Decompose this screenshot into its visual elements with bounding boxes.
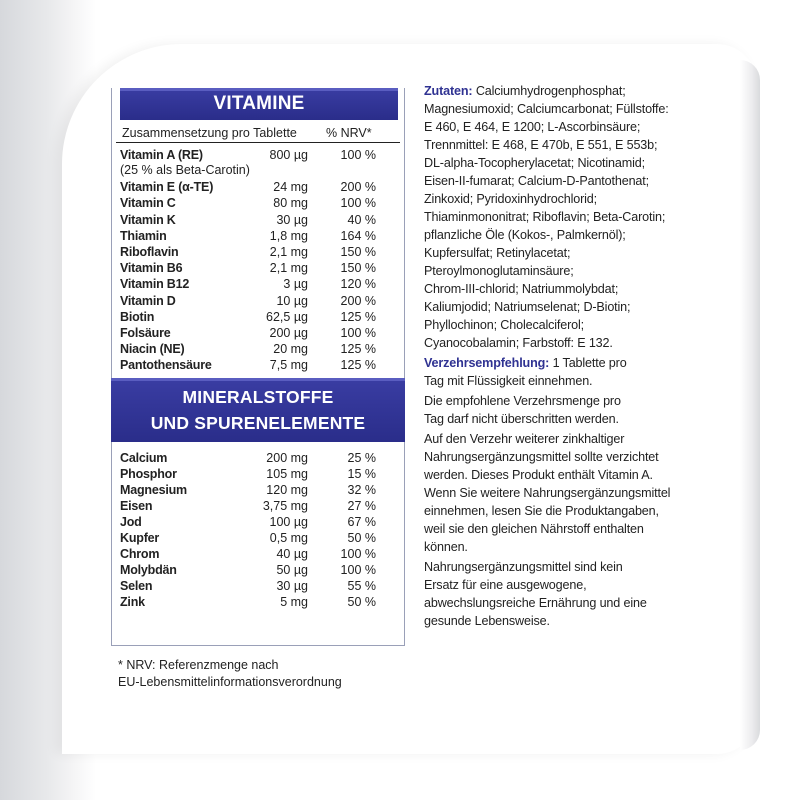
nutrient-nrv: 50 % [347,531,376,546]
nutrient-amount: 80 mg [273,196,308,211]
table-row [120,514,394,530]
nutrient-amount: 62,5 µg [266,309,308,324]
table-row [120,341,394,357]
nutrient-amount: 30 µg [276,212,308,227]
table-row [120,466,394,482]
nutrient-nrv: 200 % [340,180,376,195]
nutrient-nrv: 100 % [340,563,376,578]
nutrient-name: Biotin [120,309,155,324]
nutrient-amount: 3 µg [283,277,308,292]
nutrient-name: Vitamin A (RE) [120,148,203,162]
ingredients-label: Zutaten: [424,84,473,98]
nutrient-amount: 2,1 mg [269,245,308,260]
nutrient-name: Vitamin D [120,293,176,308]
nutrient-amount: 10 µg [276,293,308,308]
ingredients-line: Chrom-III-chlorid; Natriummolybdat; [424,282,619,296]
nutrient-name: Vitamin E (α-TE) [120,180,214,195]
nutrient-amount: 3,75 mg [262,498,308,513]
table-row [120,228,394,244]
nutrient-name: Kupfer [120,531,160,546]
warning-line: Nahrungsergänzungsmittel sind kein [424,560,623,574]
ingredients-line: Kaliumjodid; Natriumselenat; D-Biotin; [424,300,631,314]
warning-line: Tag darf nicht überschritten werden. [424,412,619,426]
ingredients-line: DL-alpha-Tocopherylacetat; Nicotinamid; [424,156,645,170]
table-row [120,562,394,578]
nutrient-nrv: 125 % [340,358,376,373]
vitamins-heading: VITAMINE [120,88,398,120]
warning-line: Nahrungsergänzungsmittel sollte verzichtet [424,450,659,464]
ingredients-line: E 460, E 464, E 1200; L-Ascorbinsäure; [424,120,641,134]
nutrient-amount: 20 mg [273,342,308,357]
nutrient-nrv: 15 % [347,466,376,481]
nutrient-amount: 30 µg [276,579,308,594]
warning-line: Ersatz für eine ausgewogene, [424,578,587,592]
table-row [120,195,394,211]
nutrient-name: Vitamin B6 [120,261,183,276]
table-row [120,147,394,163]
nutrient-amount: 50 µg [276,563,308,578]
nutrient-amount: 2,1 mg [269,261,308,276]
table-row [120,450,394,466]
nutrient-nrv: 200 % [340,293,376,308]
ingredients-line: Magnesiumoxid; Calciumcarbonat; Füllstoffe: [424,102,669,116]
nutrient-amount: 100 µg [269,515,308,530]
nutrient-amount: 200 mg [266,450,308,465]
table-header [116,120,400,143]
nutrient-name: Riboflavin [120,245,179,260]
table-row [120,276,394,292]
warning-line: abwechslungsreiche Ernährung und eine [424,596,647,610]
warning-line: einnehmen, lesen Sie die Produktangaben, [424,504,659,518]
nutrient-nrv: 150 % [340,261,376,276]
nutrient-nrv: 50 % [347,595,376,610]
ingredients-line: Pteroylmonoglutaminsäure; [424,264,574,278]
nutrient-nrv: 100 % [340,326,376,341]
warning-paragraph [424,558,704,630]
table-row [120,578,394,594]
nutrient-amount: 120 mg [266,482,308,497]
nutrient-name: Phosphor [120,466,177,481]
ingredients-line: pflanzliche Öle (Kokos-, Palmkernöl); [424,228,626,242]
nutrient-amount: 40 µg [276,547,308,562]
nutrient-nrv: 125 % [340,309,376,324]
table-row [120,498,394,514]
nutrient-nrv: 150 % [340,245,376,260]
ingredients-line: Thiaminmononitrat; Riboflavin; Beta-Carotin; [424,210,666,224]
ingredients-line: Calciumhydrogenphosphat; [472,84,626,98]
table-row [120,293,394,309]
ingredients-line: Trennmittel: E 468, E 470b, E 551, E 553b; [424,138,658,152]
nutrient-nrv: 27 % [347,498,376,513]
warning-line: weil sie den gleichen Nährstoff enthalten [424,522,644,536]
nutrient-nrv: 100 % [340,148,376,162]
nutrient-name: Vitamin C [120,196,176,211]
minerals-heading-line2: UND SPURENELEMENTE [150,412,366,433]
nutrient-amount: 5 mg [280,595,308,610]
col-header-nrv: % NRV* [326,126,372,140]
nutrient-nrv: 120 % [340,277,376,292]
recommendation-line2: Tag mit Flüssigkeit einnehmen. [424,374,593,388]
footnote-line2: EU-Lebensmittelinformationsverordnung [118,675,342,689]
warnings [424,392,704,630]
nutrition-table [111,88,405,646]
warning-line: können. [424,540,468,554]
nutrient-name: Selen [120,579,153,594]
recommendation-line1: 1 Tablette pro [549,356,627,370]
nutrient-name: Molybdän [120,563,177,578]
warning-line: werden. Dieses Produkt enthält Vitamin A. [424,468,653,482]
nutrient-name: Thiamin [120,228,167,243]
ingredients-paragraph [424,82,704,352]
nutrient-nrv: 164 % [340,228,376,243]
table-row [120,594,394,610]
nrv-footnote [118,657,418,691]
table-row [120,244,394,260]
table-row [120,260,394,276]
nutrient-amount: 0,5 mg [269,531,308,546]
warning-paragraph [424,430,704,556]
minerals-rows [112,442,404,611]
table-row [120,546,394,562]
nutrient-nrv: 125 % [340,342,376,357]
nutrient-nrv: 25 % [347,450,376,465]
warning-paragraph [424,392,704,428]
nutrient-nrv: 100 % [340,196,376,211]
table-row [120,309,394,325]
info-column [424,82,704,632]
nutrient-name: Pantothensäure [120,358,212,373]
table-row [120,357,394,373]
nutrient-amount: 800 µg [269,148,308,162]
nutrient-name: Vitamin B12 [120,277,190,292]
table-row-note: (25 % als Beta-Carotin) [120,163,250,178]
footnote-line1: * NRV: Referenzmenge nach [118,658,279,672]
nutrient-nrv: 100 % [340,547,376,562]
nutrient-name: Jod [120,515,142,530]
col-header-composition: Zusammensetzung pro Tablette [122,126,297,140]
nutrient-name: Magnesium [120,482,187,497]
ingredients-line: Eisen-II-fumarat; Calcium-D-Pantothenat; [424,174,649,188]
nutrient-amount: 105 mg [266,466,308,481]
panel-edge-shadow [740,60,760,750]
nutrient-name: Eisen [120,498,153,513]
warning-line: gesunde Lebensweise. [424,614,550,628]
nutrient-name: Niacin (NE) [120,342,185,357]
nutrient-name: Vitamin K [120,212,176,227]
ingredients-line: Kupfersulfat; Retinylacetat; [424,246,571,260]
recommendation-paragraph [424,354,704,390]
nutrient-amount: 1,8 mg [269,228,308,243]
nutrient-nrv: 67 % [347,515,376,530]
minerals-heading [111,378,405,442]
nutrient-amount: 7,5 mg [269,358,308,373]
nutrient-amount: 24 mg [273,180,308,195]
table-row [120,530,394,546]
warning-line: Die empfohlene Verzehrsmenge pro [424,394,621,408]
warning-line: Auf den Verzehr weiterer zinkhaltiger [424,432,625,446]
nutrient-nrv: 40 % [347,212,376,227]
ingredients-line: Cyanocobalamin; Farbstoff: E 132. [424,336,613,350]
table-row [120,482,394,498]
table-row [120,325,394,341]
ingredients-line: Phyllochinon; Cholecalciferol; [424,318,585,332]
table-row [120,179,394,195]
minerals-heading-line1: MINERALSTOFFE [182,386,334,407]
nutrient-name: Folsäure [120,326,171,341]
warning-line: Wenn Sie weitere Nahrungsergänzungsmittel [424,486,671,500]
nutrient-nrv: 32 % [347,482,376,497]
recommendation-label: Verzehrsempfehlung: [424,356,550,370]
vitamins-rows [112,143,404,374]
nutrient-amount: 200 µg [269,326,308,341]
table-row [120,212,394,228]
nutrient-name: Zink [120,595,145,610]
nutrient-name: Calcium [120,450,168,465]
nutrient-nrv: 55 % [347,579,376,594]
nutrient-name: Chrom [120,547,160,562]
ingredients-line: Zinkoxid; Pyridoxinhydrochlorid; [424,192,597,206]
